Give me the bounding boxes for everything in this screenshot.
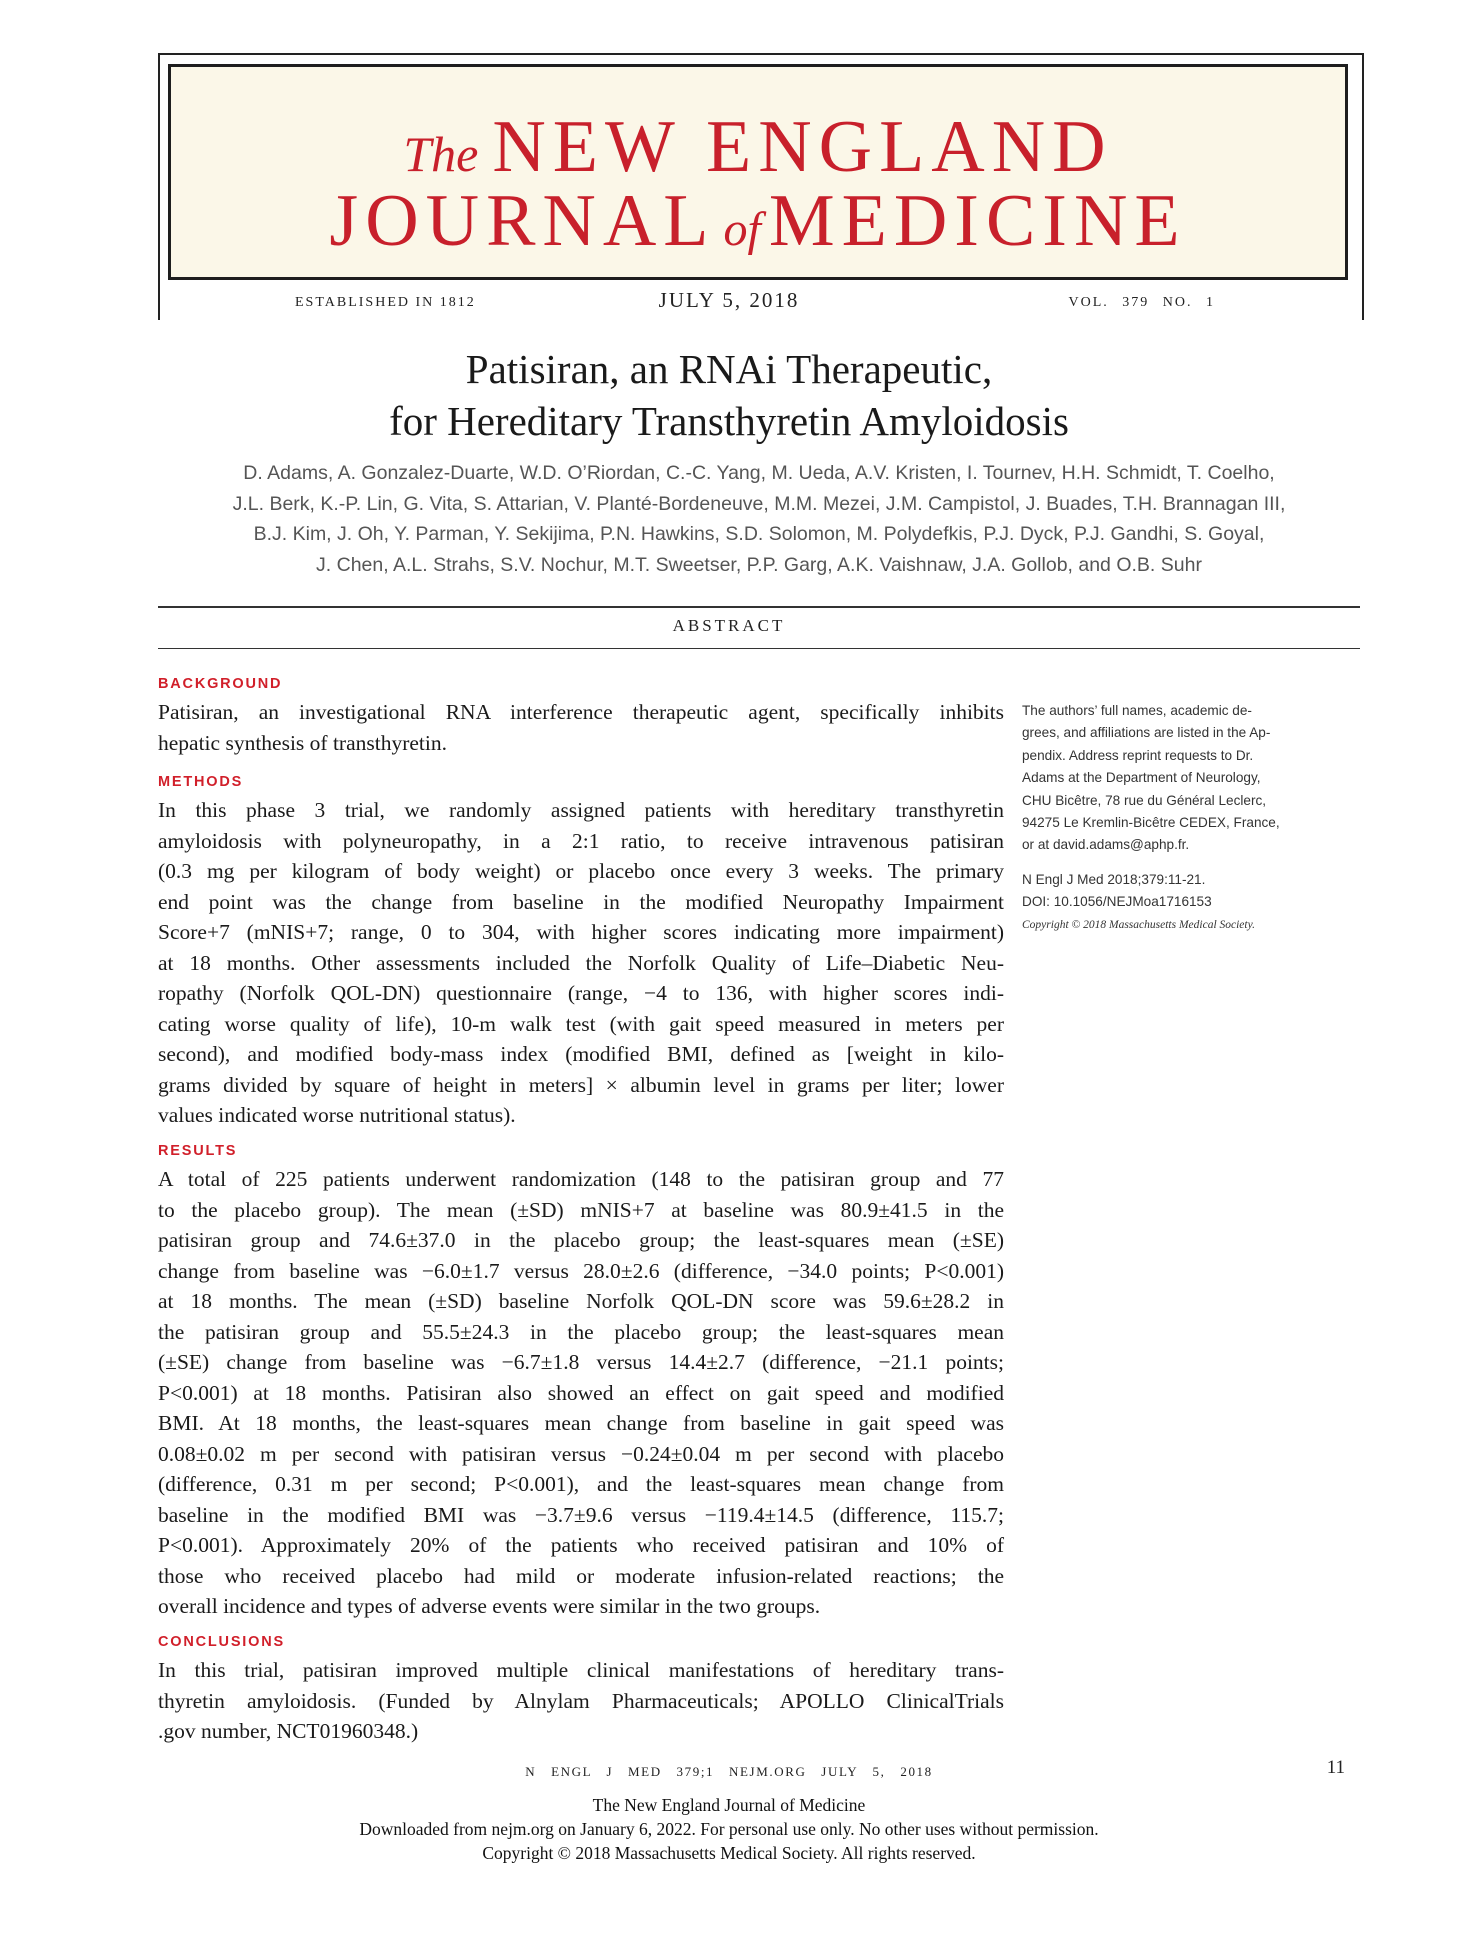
text-line: the patisiran group and 55.5±24.3 in the placebo group; the least-squares mean xyxy=(158,1319,1004,1344)
author-line: B.J. Kim, J. Oh, Y. Parman, Y. Sekijima, P.N. Hawkins, S.D. Solomon, M. Polydefkis, P.J. Dyck, P.J. Gandhi, S. Goyal, xyxy=(253,523,1265,545)
download-line: Copyright © 2018 Massachusetts Medical Society. All rights reserved. xyxy=(482,1843,976,1863)
background-heading: BACKGROUND xyxy=(158,676,283,692)
volume-number: VOL. 379 NO. 1 xyxy=(1068,295,1215,310)
text-line: A total of 225 patients underwent randomization (148 to the patisiran group and 77 xyxy=(158,1167,1004,1191)
text-line: 0.08±0.02 m per second with patisiran versus −0.24±0.04 m per second with placebo xyxy=(158,1441,1004,1466)
conclusions-heading: CONCLUSIONS xyxy=(158,1634,285,1650)
text-line: to the placebo group). The mean (±SD) mNIS+7 at baseline was 80.9±41.5 in the xyxy=(158,1197,1004,1222)
text-line: amyloidosis with polyneuropathy, in a 2:1 ratio, to receive intravenous patisiran xyxy=(158,828,1004,853)
results-text xyxy=(158,1164,1004,1622)
text-line: ropathy (Norfolk QOL-DN) questionnaire (range, −4 to 136, with higher scores indi- xyxy=(158,981,1004,1005)
abstract-rule-top xyxy=(158,606,1360,608)
text-line: P<0.001). Approximately 20% of the patients who received patisiran and 10% of xyxy=(158,1533,1004,1557)
text-line: P<0.001) at 18 months. Patisiran also showed an effect on gait speed and modified xyxy=(158,1380,1004,1405)
author-line: D. Adams, A. Gonzalez-Duarte, W.D. O’Riordan, C.-C. Yang, M. Ueda, A.V. Kristen, I. Tournev, H.H. Schmidt, T. Coelho, xyxy=(243,462,1275,484)
sidebar-line: CHU Bicêtre, 78 rue du Général Leclerc, xyxy=(1022,792,1267,808)
text-line: overall incidence and types of adverse events were similar in the two groups. xyxy=(158,1594,821,1618)
text-line: end point was the change from baseline in the modified Neuropathy Impairment xyxy=(158,889,1004,914)
issue-date: JULY 5, 2018 xyxy=(658,288,800,312)
sidebar-line: or at david.adams@aphp.fr. xyxy=(1022,837,1190,853)
text-line: cating worse quality of life), 10-m walk test (with gait speed measured in meters per xyxy=(158,1011,1004,1036)
author-list xyxy=(158,458,1360,580)
title-line: for Hereditary Transthyretin Amyloidosis xyxy=(389,398,1069,444)
text-line: those who received placebo had mild or moderate infusion-related reactions; the xyxy=(158,1563,1004,1588)
text-line: values indicated worse nutritional status). xyxy=(158,1103,516,1127)
author-line: J. Chen, A.L. Strahs, S.V. Nochur, M.T. Sweetser, P.P. Garg, A.K. Vaishnaw, J.A. Gollob, and O.B. Suhr xyxy=(316,553,1202,576)
text-line: thyretin amyloidosis. (Funded by Alnylam Pharmaceuticals; APOLLO ClinicalTrials xyxy=(158,1688,1004,1713)
text-line: Patisiran, an investigational RNA interference therapeutic agent, specifically inhibits xyxy=(158,700,1004,724)
sidebar-line: grees, and affiliations are listed in the Ap- xyxy=(1022,725,1271,741)
text-line: hepatic synthesis of transthyretin. xyxy=(158,730,447,755)
author-line: J.L. Berk, K.-P. Lin, G. Vita, S. Attarian, V. Planté-Bordeneuve, M.M. Mezei, J.M. Campistol, J. Buades, T.H. Brannagan III, xyxy=(232,492,1286,515)
text-line: (±SE) change from baseline was −6.7±1.8 versus 14.4±2.7 (difference, −21.1 points; xyxy=(158,1350,1004,1374)
download-notice xyxy=(0,1793,1458,1865)
background-text xyxy=(158,697,1004,758)
masthead-the: The xyxy=(403,126,479,182)
sidebar-line: 94275 Le Kremlin-Bicêtre CEDEX, France, xyxy=(1022,815,1280,831)
text-line: grams divided by square of height in meters] × albumin level in grams per liter; lower xyxy=(158,1072,1004,1097)
masthead-of: of xyxy=(723,203,761,256)
masthead-line-1 xyxy=(171,105,1345,190)
citation-block xyxy=(1022,869,1362,936)
author-affiliation-note xyxy=(1022,700,1362,857)
journal-masthead xyxy=(168,64,1348,280)
abstract-rule-bottom xyxy=(158,648,1360,649)
text-line: change from baseline was −6.0±1.7 versus 28.0±2.6 (difference, −34.0 points; P<0.001) xyxy=(158,1258,1004,1283)
text-line: In this trial, patisiran improved multiple clinical manifestations of hereditary trans- xyxy=(158,1658,1004,1682)
text-line: at 18 months. The mean (±SD) baseline Norfolk QOL-DN score was 59.6±28.2 in xyxy=(158,1289,1004,1313)
conclusions-text xyxy=(158,1655,1004,1747)
citation: N Engl J Med 2018;379:11-21. xyxy=(1022,872,1206,887)
text-line: patisiran group and 74.6±37.0 in the placebo group; the least-squares mean (±SE) xyxy=(158,1228,1004,1252)
sidebar-line: The authors’ full names, academic de- xyxy=(1022,703,1252,718)
sidebar-line: Adams at the Department of Neurology, xyxy=(1022,770,1261,786)
masthead-medicine: MEDICINE xyxy=(768,180,1187,262)
established-label: ESTABLISHED IN 1812 xyxy=(295,295,476,310)
download-line: The New England Journal of Medicine xyxy=(592,1795,866,1815)
text-line: (difference, 0.31 m per second; P<0.001), and the least-squares mean change from xyxy=(158,1472,1004,1496)
text-line: at 18 months. Other assessments included the Norfolk Quality of Life–Diabetic Neu- xyxy=(158,950,1004,975)
title-line: Patisiran, an RNAi Therapeutic, xyxy=(465,346,993,392)
page-folio: N ENGL J MED 379;1 NEJM.ORG JULY 5, 2018 xyxy=(525,1764,933,1779)
doi: DOI: 10.1056/NEJMoa1716153 xyxy=(1022,894,1212,910)
text-line: In this phase 3 trial, we randomly assigned patients with hereditary transthyretin xyxy=(158,798,1004,822)
results-heading: RESULTS xyxy=(158,1143,238,1159)
abstract-heading: ABSTRACT xyxy=(672,616,786,635)
text-line: BMI. At 18 months, the least-squares mean change from baseline in gait speed was xyxy=(158,1411,1004,1435)
page-number: 11 xyxy=(1326,1757,1345,1778)
methods-text xyxy=(158,795,1004,1131)
download-line: Downloaded from nejm.org on January 6, 2022. For personal use only. No other uses without permission. xyxy=(359,1819,1099,1839)
text-line: .gov number, NCT01960348.) xyxy=(158,1719,419,1743)
text-line: baseline in the modified BMI was −3.7±9.6 versus −119.4±14.5 (difference, 115.7; xyxy=(158,1502,1004,1527)
text-line: Score+7 (mNIS+7; range, 0 to 304, with higher scores indicating more impairment) xyxy=(158,920,1004,944)
copyright-note: Copyright © 2018 Massachusetts Medical Society. xyxy=(1022,918,1255,931)
masthead-journal: JOURNAL xyxy=(329,180,716,262)
masthead-line-2 xyxy=(171,179,1345,264)
sidebar-line: pendix. Address reprint requests to Dr. xyxy=(1022,747,1254,763)
article-title xyxy=(0,343,1458,447)
text-line: second), and modified body-mass index (modified BMI, defined as [weight in kilo- xyxy=(158,1042,1004,1066)
text-line: (0.3 mg per kilogram of body weight) or placebo once every 3 weeks. The primary xyxy=(158,859,1004,883)
methods-heading: METHODS xyxy=(158,774,244,790)
masthead-new-england: NEW ENGLAND xyxy=(492,106,1113,188)
